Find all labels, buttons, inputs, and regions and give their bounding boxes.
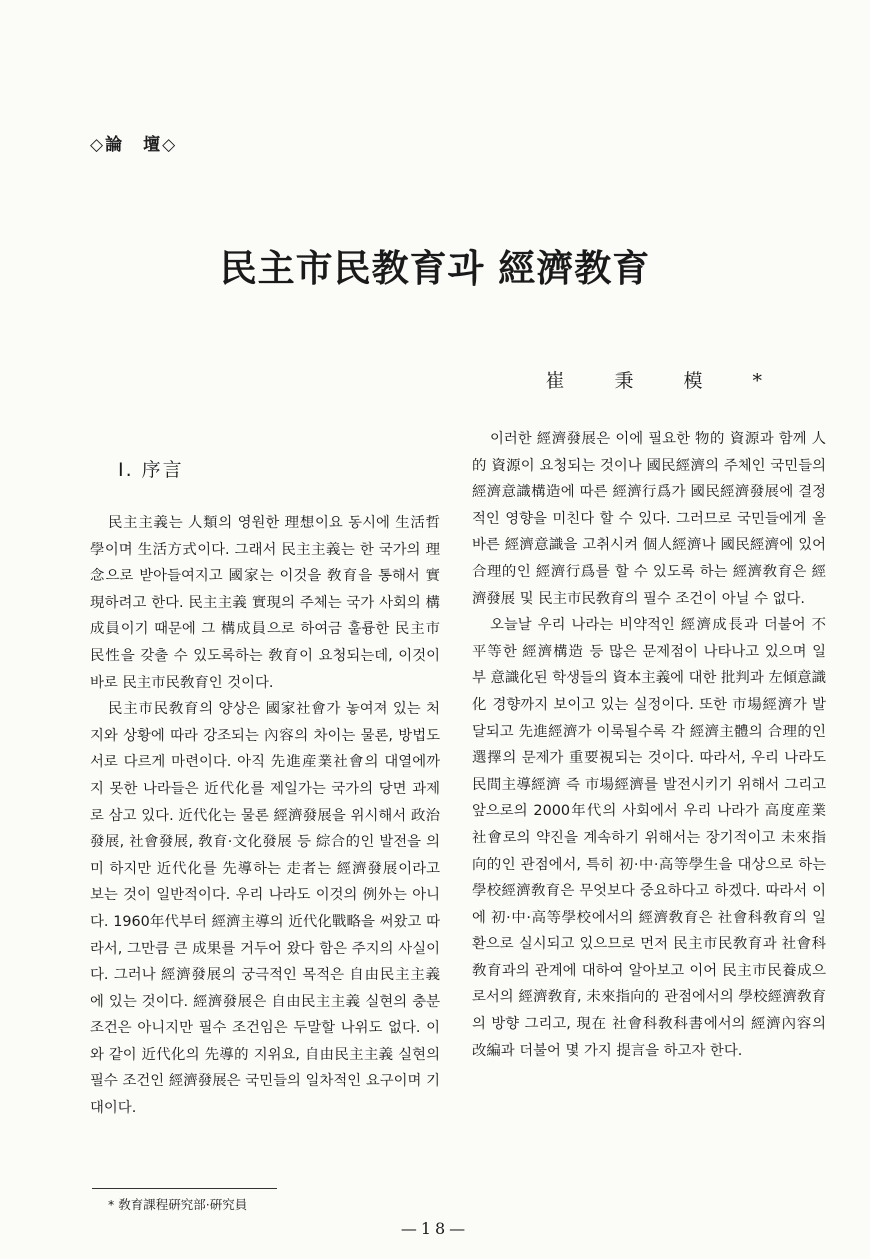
body-paragraph: 民主主義는 人類의 영원한 理想이요 동시에 生活哲學이며 生活方式이다. 그래서 民主主義는 한 국가의 理念으로 받아들여지고 國家는 이것을 敎育을 통해서 實現하려고 한다. 民主主義 實現의 주체는 국가 사회의 構成員이기 때문에 그 構成員으로 하여금 훌륭한 民主市民性을 갖출 수 있도록하는 敎育이 요청되는데, 이것이 바로 民主市民敎育인 것이다. [90,515,440,691]
body-paragraph: 이러한 經濟發展은 이에 필요한 物的 資源과 함께 人的 資源이 요청되는 것이나 國民經濟의 주체인 국민들의 經濟意識構造에 따른 經濟行爲가 國民經濟發展에 결정적인 영향을 미친다 할 수 있다. 그러므로 국민들에게 올바른 經濟意識을 고취시켜 個人經濟나 國民經濟에 있어 合理的인 經濟行爲를 할 수 있도록 하는 經濟敎育은 經濟發展 및 民主市民敎育의 필수 조건이 아닐 수 없다. [472,431,826,607]
section-heading: I. 序言 [118,459,184,481]
column-tag: ◇論 壇◇ [90,135,178,155]
footnote: * 敎育課程硏究部·硏究員 [108,1197,248,1212]
author-name: 崔秉模* [545,370,812,392]
article-title: 民主市民教育과 經濟教育 [219,246,651,290]
body-paragraph: 오늘날 우리 나라는 비약적인 經濟成長과 더불어 不平等한 經濟構造 등 많은 문제점이 나타나고 있으며 일부 意識化된 학생들의 資本主義에 대한 批判과 左傾意識化 경향까지 보이고 있는 실정이다. 또한 市場經濟가 발달되고 先進經濟가 이룩될수록 각 經濟主體의 合理的인 選擇의 문제가 重要視되는 것이다. 따라서, 우리 나라도 民間主導經濟 즉 市場經濟를 발전시키기 위해서 그리고 앞으로의 2000年代의 사회에서 우리 나라가 高度産業社會로의 약진을 계속하기 위해서는 장기적이고 未來指向的인 관점에서, 특히 初·中·高等學生을 대상으로 하는 學校經濟敎育은 무엇보다 중요하다고 하겠다. 따라서 이에 初·中·高等學校에서의 經濟敎育은 社會科敎育의 일환으로 실시되고 있으므로 먼저 民主市民敎育과 社會科敎育과의 관계에 대하여 알아보고 이어 民主市民養成으로서의 經濟敎育, 未來指向的 관점에서의 學校經濟敎育의 방향 그리고, 現在 社會科敎科書에서의 經濟內容의 改編과 더불어 몇 가지 提言을 하고자 한다. [472,617,826,1059]
right-column [472,426,826,1064]
footnote-divider [92,1188,277,1189]
body-paragraph: 民主市民敎育의 양상은 國家社會가 놓여져 있는 처지와 상황에 따라 강조되는 內容의 차이는 물론, 방법도 서로 다르게 마련이다. 아직 先進産業社會의 대열에까지 못한 나라들은 近代化를 제일가는 국가의 당면 과제로 삼고 있다. 近代化는 물론 經濟發展을 위시해서 政治發展, 社會發展, 敎育·文化發展 등 綜合的인 발전을 의미 하지만 近代化를 先導하는 走者는 經濟發展이라고 보는 것이 일반적이다. 우리 나라도 이것의 例外는 아니다. 1960年代부터 經濟主導의 近代化戰略을 써왔고 따라서, 그만큼 큰 成果를 거두어 왔다 함은 주지의 사실이다. 그러나 經濟發展의 궁극적인 목적은 自由民主主義에 있는 것이다. 經濟發展은 自由民主主義 실현의 충분 조건은 아니지만 필수 조건임은 두말할 나위도 없다. 이와 같이 近代化의 先導的 지위요, 自由民主主義 실현의 필수 조건인 經濟發展은 국민들의 일차적인 요구이며 기대이다. [90,701,440,1117]
left-column [90,510,440,1122]
page-number: —18— [400,1219,470,1238]
